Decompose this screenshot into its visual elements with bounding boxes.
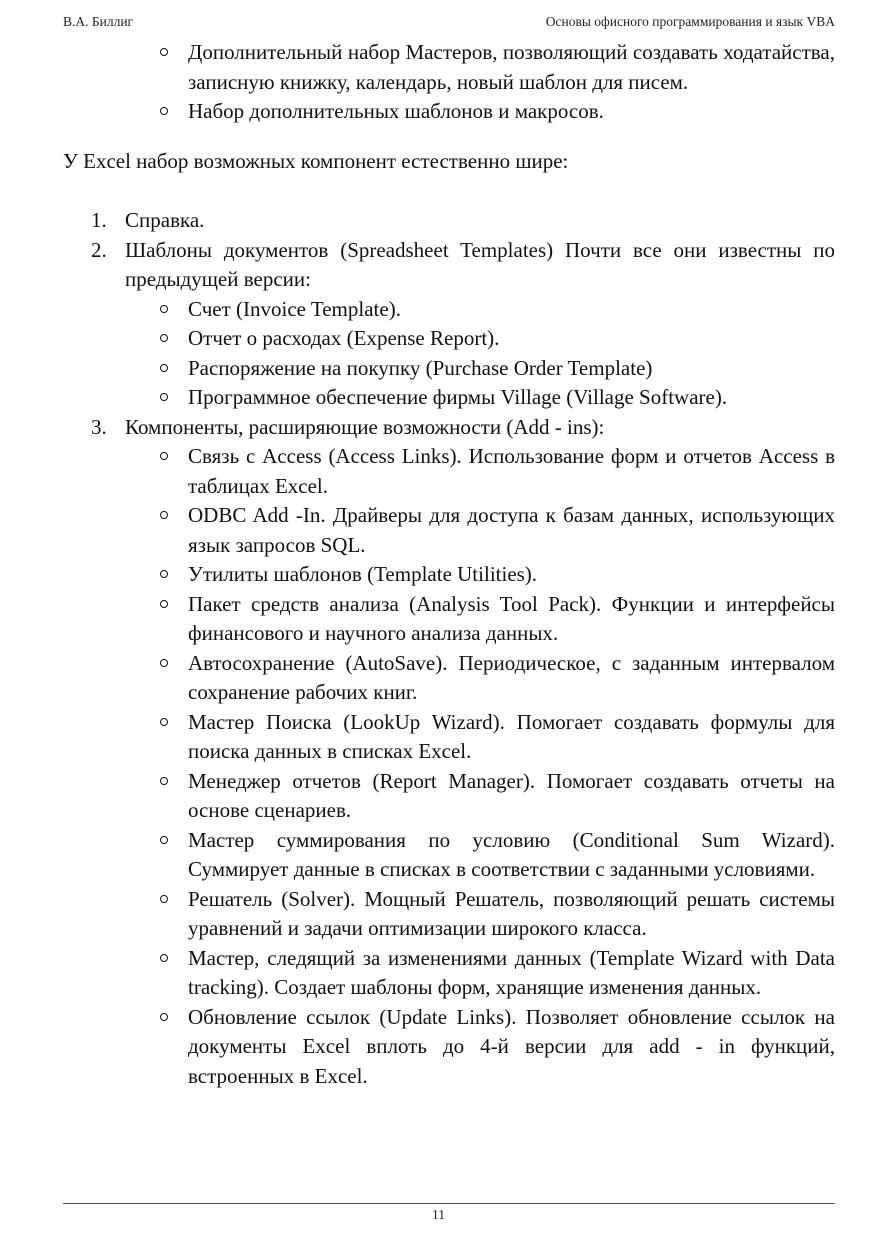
- top-bullet-list: [63, 38, 835, 127]
- sub-bullet-list: [125, 442, 835, 1091]
- item-number: 3.: [91, 414, 107, 439]
- list-item: Пакет средств анализа (Analysis Tool Pack). Функции и интерфейсы финансового и научного анализа данных.: [188, 590, 835, 649]
- list-item: Мастер суммирования по условию (Conditional Sum Wizard). Суммирует данные в списках в соответствии с заданными условиями.: [188, 826, 835, 885]
- footer-divider: [63, 1203, 835, 1204]
- item-text: Компоненты, расширяющие возможности (Add - ins):: [125, 414, 605, 439]
- page-number: 11: [432, 1207, 445, 1222]
- list-item: Набор дополнительных шаблонов и макросов.: [188, 97, 835, 127]
- numbered-list: [63, 206, 835, 1091]
- item-text: Справка.: [125, 208, 205, 232]
- list-item: Мастер Поиска (LookUp Wizard). Помогает создавать формулы для поиска данных в списках Excel.: [188, 708, 835, 767]
- item-number: 2.: [91, 237, 107, 262]
- list-item: Решатель (Solver). Мощный Решатель, позволяющий решать системы уравнений и задачи оптимизации широкого класса.: [188, 885, 835, 944]
- list-item: Отчет о расходах (Expense Report).: [188, 324, 835, 354]
- numbered-item: [91, 236, 835, 413]
- numbered-item: [91, 413, 835, 1092]
- list-item: Менеджер отчетов (Report Manager). Помогает создавать отчеты на основе сценариев.: [188, 767, 835, 826]
- sub-bullet-list: [125, 295, 835, 413]
- page-content: [63, 38, 835, 1091]
- list-item: Дополнительный набор Мастеров, позволяющий создавать ходатайства, записную книжку, календарь, новый шаблон для писем.: [188, 38, 835, 97]
- list-item: Утилиты шаблонов (Template Utilities).: [188, 560, 835, 590]
- list-item: ODBC Add -In. Драйверы для доступа к базам данных, использующих язык запросов SQL.: [188, 501, 835, 560]
- running-header-author: В.А. Биллиг: [63, 14, 134, 29]
- intro-paragraph: У Excel набор возможных компонент естественно шире:: [63, 148, 569, 173]
- list-item: Программное обеспечение фирмы Village (Village Software).: [188, 383, 835, 413]
- numbered-item: [91, 206, 835, 236]
- item-text: Шаблоны документов (Spreadsheet Templates) Почти все они известны по предыдущей версии:: [125, 237, 835, 291]
- list-item: Мастер, следящий за изменениями данных (Template Wizard with Data tracking). Создает шаблоны форм, хранящие изменения данных.: [188, 944, 835, 1003]
- list-item: Обновление ссылок (Update Links). Позволяет обновление ссылок на документы Excel вплоть до 4-й версии для add - in функций, встроенных в Excel.: [188, 1003, 835, 1092]
- running-header-title: Основы офисного программирования и язык VBA: [545, 14, 835, 29]
- list-item: Связь с Access (Access Links). Использование форм и отчетов Access в таблицах Excel.: [188, 442, 835, 501]
- list-item: Распоряжение на покупку (Purchase Order Template): [188, 354, 835, 384]
- list-item: Счет (Invoice Template).: [188, 295, 835, 325]
- list-item: Автосохранение (AutoSave). Периодическое, с заданным интервалом сохранение рабочих книг.: [188, 649, 835, 708]
- item-number: 1.: [91, 208, 107, 232]
